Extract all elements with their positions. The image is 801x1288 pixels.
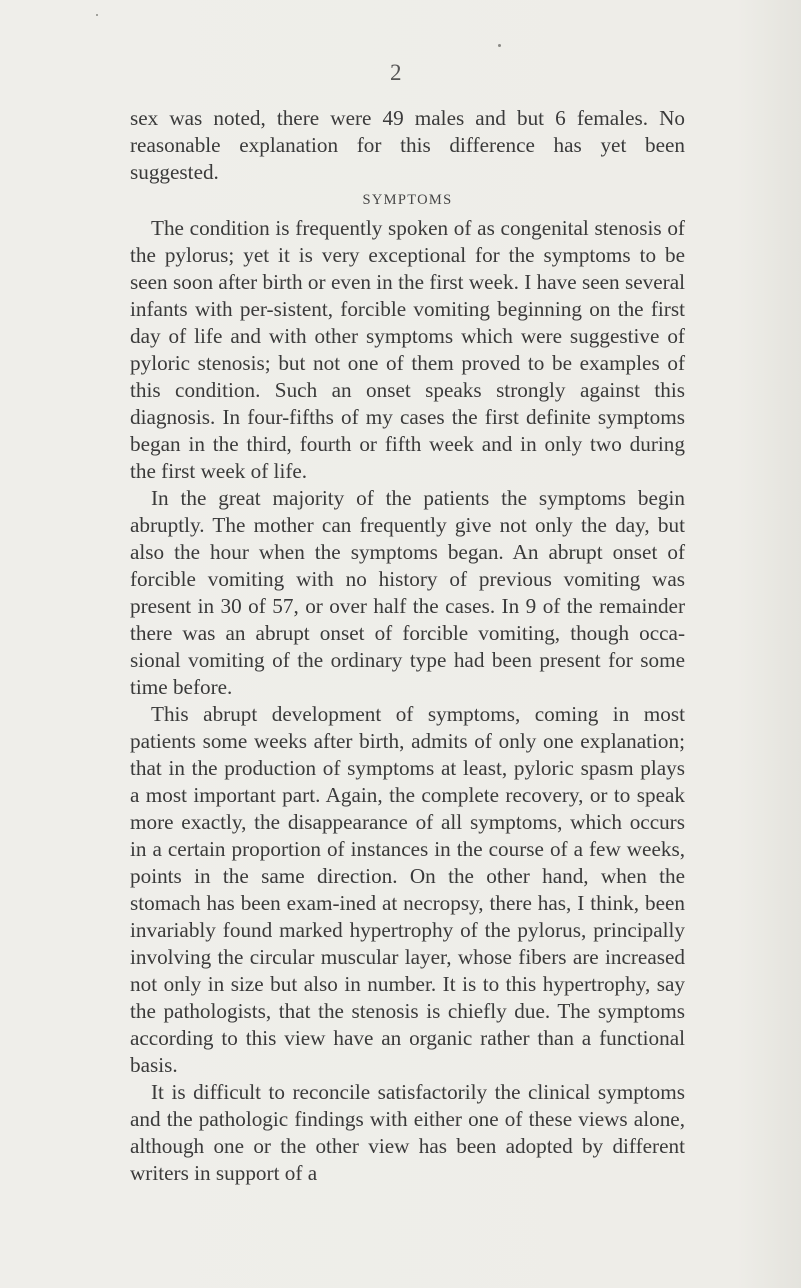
page-number: 2: [390, 60, 403, 85]
paper-speck: [96, 14, 98, 16]
paragraph: The condition is frequently spoken of as congenital stenosis of the pylorus; yet it is very exceptional for the symptoms to be seen soon after birth or even in the first week. I have seen several infants with per-sistent, forcible vomiting beginning on the first day of life and with other symptoms which were suggestive of pyloric stenosis; but not one of them proved to be examples of this condition. Such an onset speaks strongly against this diagnosis. In four-fifths of my cases the first definite symptoms began in the third, fourth or fifth week and in only two during the first week of life.: [130, 216, 685, 483]
section-heading: SYMPTOMS: [362, 192, 453, 208]
paper-speck: [498, 44, 501, 47]
paragraph: In the great majority of the patients the symptoms begin abruptly. The mother can frequently give not only the day, but also the hour when the symptoms began. An abrupt onset of forcible vomiting with no history of previous vomiting was present in 30 of 57, or over half the cases. In 9 of the remainder there was an abrupt onset of forcible vomiting, though occa-sional vomiting of the ordinary type had been present for some time before.: [130, 486, 685, 699]
paragraph: This abrupt development of symptoms, coming in most patients some weeks after birth, admits of only one explanation; that in the production of symptoms at least, pyloric spasm plays a most important part. Again, the complete recovery, or to speak more exactly, the disappearance of all symptoms, which occurs in a certain proportion of instances in the course of a few weeks, points in the same direction. On the other hand, when the stomach has been exam-ined at necropsy, there has, I think, been invariably found marked hypertrophy of the pylorus, principally involving the circular muscular layer, whose fibers are increased not only in size but also in number. It is to this hypertrophy, say the pathologists, that the stenosis is chiefly due. The symptoms according to this view have an organic rather than a functional basis.: [130, 702, 685, 1077]
paragraph-intro: sex was noted, there were 49 males and but 6 females. No reasonable explanation for this difference has yet been suggested.: [130, 106, 685, 184]
paragraph: It is difficult to reconcile satisfactorily the clinical symptoms and the pathologic findings with either one of these views alone, although one or the other view has been adopted by different writers in support of a: [130, 1080, 685, 1185]
body-text: [130, 105, 685, 1187]
